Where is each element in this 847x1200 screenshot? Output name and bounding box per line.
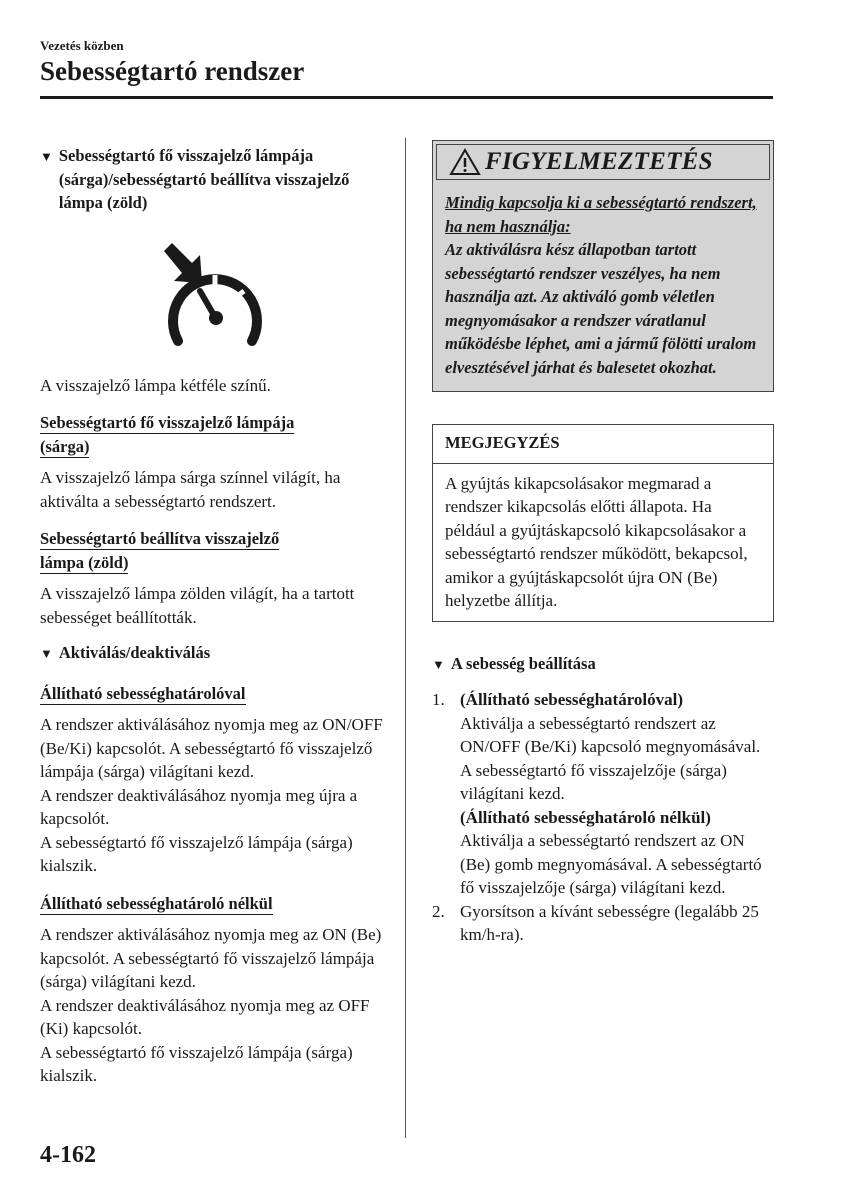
intro-text: A visszajelző lámpa kétféle színű. <box>40 375 271 395</box>
step-paragraph: Aktiválja a sebességtartó rendszert az ON (Be) gomb megnyomásával. A sebességtartó fő visszajelzője (sárga) világítani kezd. <box>460 831 762 897</box>
with-limiter-p3: A sebességtartó fő visszajelző lámpája (sárga) kialszik. <box>40 832 353 875</box>
set-lamp-text: A visszajelző lámpa zölden világít, ha a tartott sebességet beállították. <box>40 584 355 627</box>
step-item <box>432 900 774 947</box>
page-number: 4-162 <box>40 1142 96 1168</box>
warning-triangle-icon <box>449 148 481 176</box>
running-head: Vezetés közben <box>40 38 124 53</box>
left-column <box>40 144 385 1088</box>
warning-body <box>433 183 773 391</box>
warning-box <box>432 140 774 392</box>
triangle-bullet-icon: ▼ <box>432 656 445 672</box>
step-item <box>432 688 774 900</box>
set-lamp-heading-line2: lámpa (zöld) <box>40 552 129 572</box>
main-lamp-heading <box>40 411 385 458</box>
activation-heading <box>40 641 385 666</box>
warning-lead: Mindig kapcsolja ki a sebességtartó rendszert, ha nem használja: <box>445 193 757 236</box>
warning-text: Az aktiválásra kész állapotban tartott sebességtartó rendszer veszélyes, ha nem használja azt. Az aktiváló gomb véletlen megnyomásakor a rendszer váratlanul működésbe léphet, ami a jármű fölötti uralom elvesztésével járhat és balesetet okozhat. <box>445 240 757 377</box>
without-limiter-p3: A sebességtartó fő visszajelző lámpája (sárga) kialszik. <box>40 1042 353 1085</box>
without-limiter-heading <box>40 892 385 916</box>
main-lamp-text: A visszajelző lámpa sárga színnel világít, ha aktiválta a sebességtartó rendszert. <box>40 468 341 511</box>
step-text <box>460 900 774 947</box>
speed-setting-heading-text: A sebesség beállítása <box>450 653 596 673</box>
lamp-section-heading <box>40 144 385 215</box>
warning-label: FIGYELMEZTETÉS <box>485 148 713 176</box>
set-lamp-heading <box>40 527 385 574</box>
triangle-bullet-icon: ▼ <box>40 149 53 164</box>
page-title: Sebességtartó rendszer <box>40 56 305 86</box>
column-divider <box>405 138 406 1138</box>
main-lamp-heading-line1: Sebességtartó fő visszajelző lámpája <box>40 413 295 432</box>
step-text <box>460 688 774 900</box>
step-paragraph: Gyorsítson a kívánt sebességre (legalább 25 km/h-ra). <box>460 901 759 944</box>
set-lamp-heading-line1: Sebességtartó beállítva visszajelző <box>40 529 280 548</box>
with-limiter-p1: A rendszer aktiválásához nyomja meg az ON/OFF (Be/Ki) kapcsolót. A sebességtartó fő visszajelző lámpája (sárga) világítani kezd. <box>40 715 383 781</box>
triangle-bullet-icon: ▼ <box>40 646 53 661</box>
lamp-section-heading-text: Sebességtartó fő visszajelző lámpája (sárga)/sebességtartó beállítva visszajelző lámpa (zöld) <box>58 146 350 212</box>
title-rule <box>40 96 773 99</box>
step-subheading: (Állítható sebességhatároló nélkül) <box>460 807 711 827</box>
with-limiter-heading-text: Állítható sebességhatárolóval <box>40 683 246 703</box>
right-column <box>432 140 774 947</box>
note-box <box>432 424 774 622</box>
activation-heading-text: Aktiválás/deaktiválás <box>58 643 211 662</box>
with-limiter-heading <box>40 682 385 706</box>
step-number: 1. <box>432 690 445 709</box>
cruise-control-indicator-icon <box>160 239 270 354</box>
note-header: MEGJEGYZÉS <box>433 425 773 464</box>
steps-list <box>432 688 774 947</box>
with-limiter-p2: A rendszer deaktiválásához nyomja meg újra a kapcsolót. <box>40 785 358 828</box>
without-limiter-heading-text: Állítható sebességhatároló nélkül <box>40 893 273 913</box>
without-limiter-p2: A rendszer deaktiválásához nyomja meg az OFF (Ki) kapcsolót. <box>40 995 370 1038</box>
note-text: A gyújtás kikapcsolásakor megmarad a rendszer kikapcsolás előtti állapota. Ha például a gyújtáskapcsoló kikapcsolásakor a sebességtartó rendszer működött, bekapcsol, amikor a gyújtáskapcsolót újra ON (Be) helyzetbe állítja. <box>445 473 748 610</box>
step-paragraph: Aktiválja a sebességtartó rendszert az ON/OFF (Be/Ki) kapcsoló megnyomásával. A sebességtartó fő visszajelzője (sárga) világítani kezd. <box>460 713 761 803</box>
step-number: 2. <box>432 901 445 921</box>
step-subheading: (Állítható sebességhatárolóval) <box>460 690 684 709</box>
speed-setting-heading <box>432 652 774 677</box>
warning-header <box>436 144 770 180</box>
without-limiter-p1: A rendszer aktiválásához nyomja meg az ON (Be) kapcsolót. A sebességtartó fő visszajelző lámpája (sárga) világítani kezd. <box>40 925 382 991</box>
main-lamp-heading-line2: (sárga) <box>40 436 90 456</box>
